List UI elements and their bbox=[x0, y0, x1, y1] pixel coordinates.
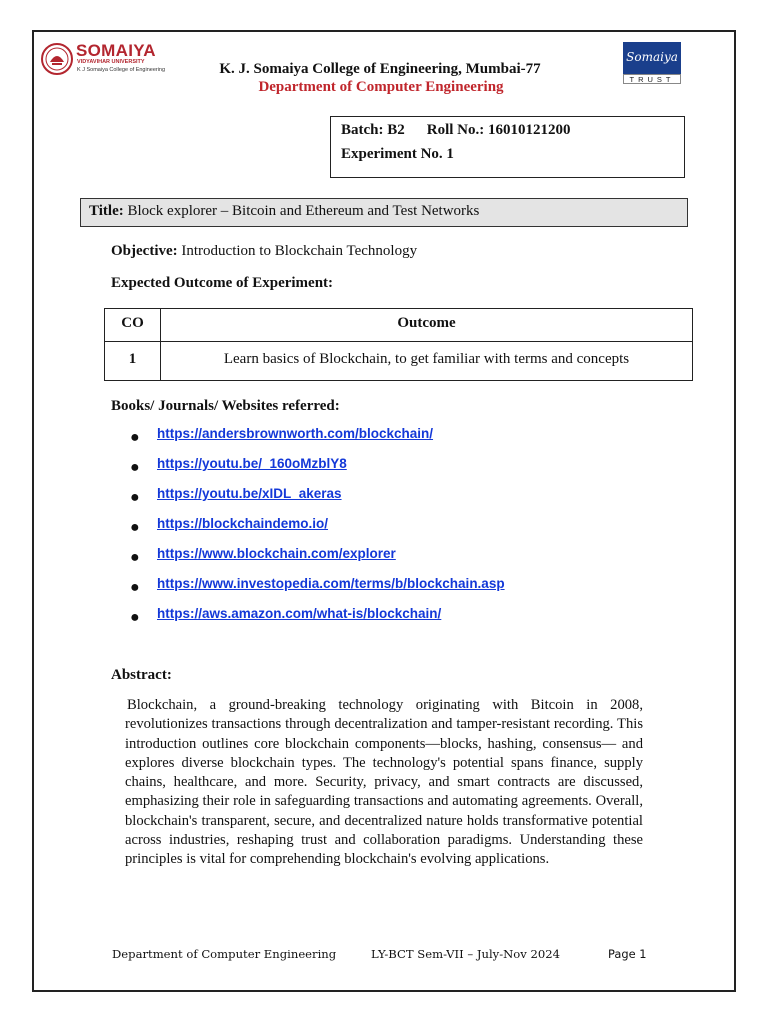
bullet-icon: ● bbox=[130, 519, 140, 536]
reference-link[interactable]: https://blockchaindemo.io/ bbox=[157, 516, 329, 531]
objective bbox=[111, 243, 417, 260]
batch-info-box bbox=[330, 116, 685, 178]
experiment-number: Experiment No. 1 bbox=[341, 146, 454, 162]
table-cell-outcome: Learn basics of Blockchain, to get familiar with terms and concepts bbox=[223, 351, 630, 367]
bullet-icon: ● bbox=[130, 579, 140, 596]
department-name: Department of Computer Engineering bbox=[258, 79, 504, 95]
abstract-text: Blockchain, a ground-breaking technology originating with Bitcoin in 2008, revolutionizes transactions through decentralization and tamper-resistant recording. This introduction outlines core blockchain components—blocks, hashing, consensus— and explores diverse blockchain types. The technology's potential spans finance, supply chains, healthcare, and more. Security, privacy, and smart contracts are discussed, emphasizing their role in safeguarding transactions and automating agreements. Overall, blockchain's transparent, secure, and decentralized nature holds transformative potential across industries, reshaping trust and collaboration paradigms. Understanding these principles is vital for comprehending blockchain's evolving applications. bbox=[125, 697, 643, 868]
batch-label: Batch: B2 bbox=[341, 122, 405, 138]
table-cell-co: 1 bbox=[128, 351, 137, 367]
title-text: Block explorer – Bitcoin and Ethereum and Test Networks bbox=[123, 203, 480, 219]
objective-label: Objective: bbox=[111, 243, 178, 259]
roll-number: Roll No.: 16010121200 bbox=[426, 122, 571, 138]
table-header-co: CO bbox=[121, 315, 144, 331]
outcome-table bbox=[104, 308, 693, 381]
reference-link[interactable]: https://andersbrownworth.com/blockchain/ bbox=[157, 426, 434, 441]
trust-logo-label: TRUST bbox=[623, 74, 681, 84]
objective-text: Introduction to Blockchain Technology bbox=[177, 243, 418, 259]
logo-college: K J Somaiya College of Engineering bbox=[77, 67, 166, 73]
abstract-heading: Abstract: bbox=[111, 667, 172, 683]
bullet-icon: ● bbox=[130, 609, 140, 626]
bullet-icon: ● bbox=[130, 489, 140, 506]
bullet-icon: ● bbox=[130, 459, 140, 476]
reference-link[interactable]: https://www.blockchain.com/explorer bbox=[157, 546, 396, 561]
logo-wordmark: SOMAIYA bbox=[76, 41, 156, 60]
expected-outcome-heading: Expected Outcome of Experiment: bbox=[111, 275, 334, 291]
logo-university: VIDYAVIHAR UNIVERSITY bbox=[77, 59, 145, 65]
bullet-icon: ● bbox=[130, 549, 140, 566]
somaiya-trust-logo bbox=[623, 42, 681, 84]
reference-link[interactable]: https://aws.amazon.com/what-is/blockchain/ bbox=[157, 606, 442, 621]
reference-link[interactable]: https://youtu.be/_160oMzblY8 bbox=[157, 456, 347, 471]
title-label: Title: bbox=[89, 203, 124, 219]
experiment-title-bar bbox=[80, 198, 688, 227]
trust-logo-wordmark: Somaiya bbox=[623, 42, 681, 74]
references-heading: Books/ Journals/ Websites referred: bbox=[111, 398, 340, 414]
footer-page-number: Page 1 bbox=[608, 947, 647, 961]
reference-link[interactable]: https://youtu.be/xIDL_akeras bbox=[157, 486, 342, 501]
footer-course: LY-BCT Sem-VII – July-Nov 2024 bbox=[371, 947, 561, 961]
footer-department: Department of Computer Engineering bbox=[112, 947, 337, 961]
reference-link[interactable]: https://www.investopedia.com/terms/b/blockchain.asp bbox=[157, 576, 505, 591]
bullet-icon: ● bbox=[130, 429, 140, 446]
table-header-outcome: Outcome bbox=[397, 315, 456, 331]
college-name: K. J. Somaiya College of Engineering, Mumbai-77 bbox=[219, 61, 541, 77]
